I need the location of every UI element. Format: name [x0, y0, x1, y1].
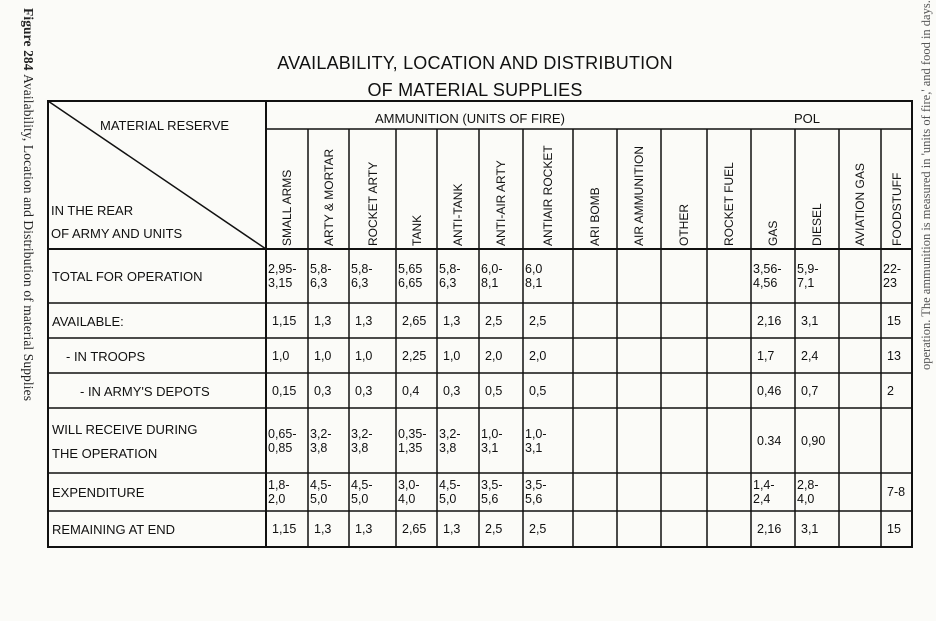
table-cell: 5,8- 6,3 — [351, 262, 373, 290]
table-cell: 3,56- 4,56 — [753, 262, 782, 290]
table-cell: 0,5 — [529, 383, 547, 398]
table-cell: 2,95- 3,15 — [268, 262, 297, 290]
column-header-anti-tank: ANTI-TANK — [451, 183, 465, 246]
row-label-0: TOTAL FOR OPERATION — [52, 269, 203, 284]
table-cell: 1,0 — [314, 348, 332, 363]
row-label-4: WILL RECEIVE DURING THE OPERATION — [52, 421, 198, 461]
table-cell: 5,65 6,65 — [398, 262, 423, 290]
table-cell: 3,2- 3,8 — [351, 426, 373, 455]
table-cell: 2,16 — [757, 522, 782, 536]
bleed-through-line: operation. The ammunition is measured in 'units of fire,' and food in days. — [919, 0, 933, 370]
table-cell: 1,0 — [272, 348, 290, 363]
figure-caption-text: Availability, Location and Distribution of material Supplies — [21, 74, 36, 402]
row-label-1: AVAILABLE: — [52, 313, 124, 329]
column-header-foodstuff: FOODSTUFF — [889, 172, 904, 246]
table-cell: 4,5- 5,0 — [310, 478, 332, 506]
column-header-ari-bomb: ARI BOMB — [588, 187, 602, 246]
table-cell: 1,15 — [272, 313, 297, 328]
table-cell: 3,1 — [801, 313, 819, 328]
row-label-5: EXPENDITURE — [52, 485, 145, 500]
table-cell: 2,0 — [485, 348, 503, 363]
corner-label-rear-line-2: OF ARMY AND UNITS — [51, 226, 183, 241]
table-cell: 1,3 — [314, 313, 332, 328]
table-cell: 4,5- 5,0 — [439, 478, 461, 506]
table-cell: 0,3 — [355, 383, 373, 398]
table-cell: 1,0- 3,1 — [481, 426, 503, 455]
table-cell: 1,0 — [443, 348, 461, 363]
table-cell: 5,8- 6,3 — [439, 262, 461, 290]
group-header-ammunition: AMMUNITION (UNITS OF FIRE) — [375, 111, 565, 126]
table-cell: 0,15 — [272, 383, 297, 398]
table-cell: 2,16 — [757, 313, 782, 328]
table-cell: 1,3 — [314, 522, 332, 536]
table-cell: 0,7 — [801, 383, 819, 398]
table-cell: 1,7 — [757, 348, 775, 363]
table-cell: 2,65 — [402, 313, 427, 328]
table-cell: 3,1 — [801, 522, 819, 536]
table-cell: 3,2- 3,8 — [310, 426, 332, 455]
table-cell: 1,0- 3,1 — [525, 426, 547, 455]
table-cell: 1,15 — [272, 522, 297, 536]
column-header-other: OTHER — [677, 204, 691, 246]
table-cell: 4,5- 5,0 — [351, 478, 373, 506]
table-cell: 3,0- 4,0 — [398, 478, 420, 506]
table-cell: 3,5- 5,6 — [525, 478, 547, 506]
table-cell: 2,8- 4,0 — [797, 478, 819, 506]
title-line-2: OF MATERIAL SUPPLIES — [367, 80, 583, 100]
table-cell: 5,9- 7,1 — [797, 262, 819, 290]
table-cell: 0,90 — [801, 433, 826, 448]
table-cell: 22- 23 — [883, 262, 902, 290]
table-cell: 1,4- 2,4 — [753, 478, 775, 506]
table-cell: 1,3 — [443, 313, 461, 328]
table-cell: 0.34 — [757, 433, 782, 448]
table-cell: 1,3 — [355, 313, 373, 328]
column-header-tank: TANK — [409, 214, 424, 246]
bleed-through-text — [918, 0, 936, 621]
table-cell: 13 — [887, 348, 901, 363]
table-cell: 2,0 — [529, 348, 547, 363]
table-cell: 15 — [887, 313, 901, 328]
column-header-aviation-gas: AVIATION GAS — [853, 163, 867, 246]
table-cell: 0,46 — [757, 383, 782, 398]
table-cell: 2,4 — [801, 348, 819, 363]
table-cell: 2 — [887, 383, 894, 398]
table-cell: 1,8- 2,0 — [268, 478, 290, 506]
column-header-diesel: DIESEL — [810, 203, 824, 246]
table-cell: 0,35- 1,35 — [398, 426, 427, 455]
table-cell: 2,25 — [402, 348, 427, 363]
row-label-3: - IN ARMY'S DEPOTS — [80, 383, 210, 399]
corner-label-material-reserve: MATERIAL RESERVE — [100, 118, 230, 133]
table-cell: 0,5 — [485, 383, 503, 398]
column-header-arty-mortar: ARTY & MORTAR — [321, 148, 336, 246]
table-cell: 15 — [887, 522, 901, 536]
table-cell: 2,5 — [529, 522, 547, 536]
column-header-anti-air-arty: ANTI-AIR ARTY — [494, 160, 508, 246]
table-cell: 1,0 — [355, 348, 373, 363]
table-cell: 6,0- 8,1 — [481, 262, 503, 290]
table-cell: 2,5 — [529, 313, 547, 328]
table-cell: 7-8 — [887, 485, 906, 499]
table-cell: 2,5 — [485, 522, 503, 536]
title-line-1: AVAILABILITY, LOCATION AND DISTRIBUTION — [277, 53, 673, 73]
figure-number: Figure 284 — [21, 8, 36, 71]
table-cell: 0,3 — [443, 383, 461, 398]
column-header-rocket-fuel: ROCKET FUEL — [722, 162, 736, 246]
table-cell: 2,5 — [485, 313, 503, 328]
table-cell: 2,65 — [402, 522, 427, 536]
row-label-6: REMAINING AT END — [52, 522, 176, 537]
table-cell: 3,2- 3,8 — [439, 426, 461, 455]
table-cell: 1,3 — [355, 522, 373, 536]
table-cell: 0,4 — [402, 383, 420, 398]
table-cell: 3,5- 5,6 — [481, 478, 503, 506]
table-cell: 1,3 — [443, 522, 461, 536]
figure-caption — [0, 0, 40, 621]
table-cell: 6,0 8,1 — [525, 262, 543, 290]
table-cell: 0,3 — [314, 383, 332, 398]
column-header-rocket-arty: ROCKET ARTY — [365, 161, 380, 246]
column-header-air-ammunition: AIR AMMUNITION — [632, 145, 646, 246]
group-header-pol: POL — [794, 111, 821, 126]
table-cell: 5,8- 6,3 — [310, 262, 332, 290]
column-header-small-arms: SMALL ARMS — [280, 169, 294, 246]
row-label-2: - IN TROOPS — [66, 348, 146, 364]
column-header-antiair-rocket: ANTIAIR ROCKET — [541, 145, 555, 246]
corner-label-rear-line-1: IN THE REAR — [51, 203, 134, 218]
column-header-gas: GAS — [766, 220, 780, 246]
table-cell: 0,65- 0,85 — [268, 426, 297, 455]
table-title — [260, 50, 690, 104]
